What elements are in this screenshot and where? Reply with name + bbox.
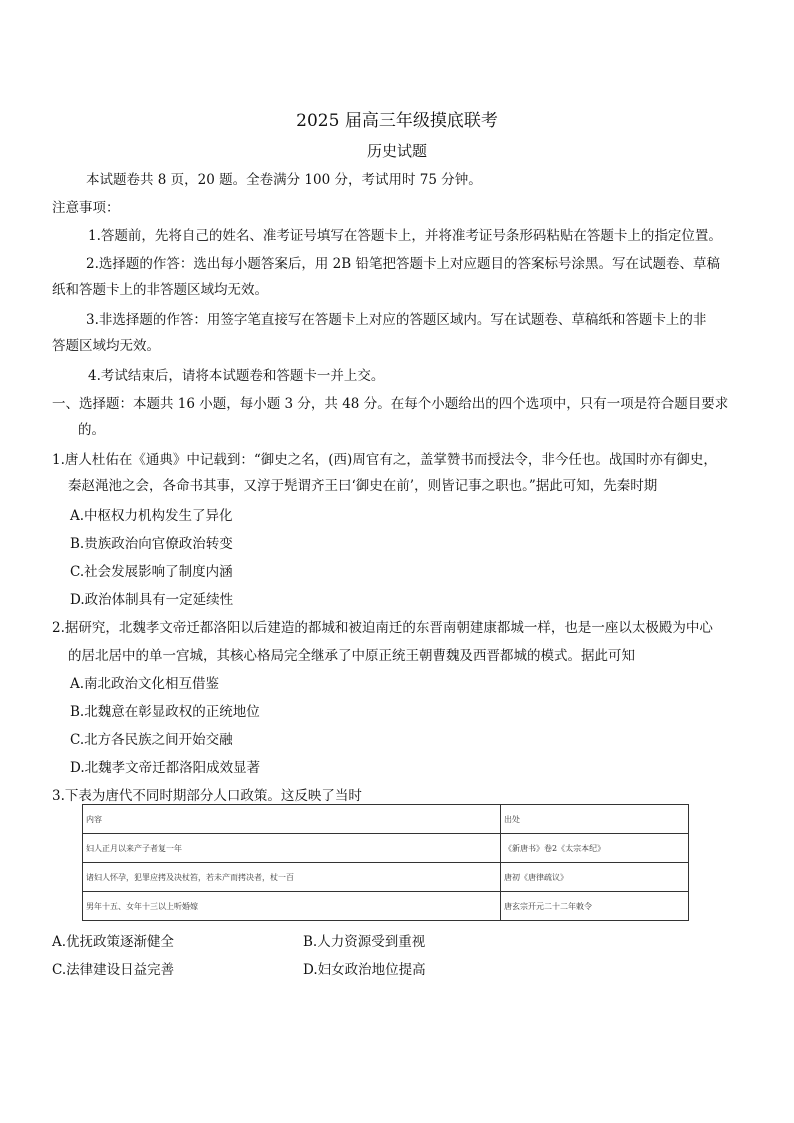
notice-item-3-cont: 答题区域均无效。 bbox=[52, 338, 160, 354]
notice-item-2: 2.选择题的作答：选出每小题答案后，用 2B 铅笔把答题卡上对应题目的答案标号涂黑。写在试题卷、草稿 bbox=[86, 256, 720, 272]
question-2-option-c: C.北方各民族之间开始交融 bbox=[70, 732, 233, 748]
section-heading-cont: 的。 bbox=[78, 422, 105, 438]
table-header-cell: 出处 bbox=[501, 805, 689, 834]
table-header-cell: 内容 bbox=[83, 805, 501, 834]
question-1-option-b: B.贵族政治向官僚政治转变 bbox=[70, 536, 233, 552]
table-header-row bbox=[83, 805, 689, 834]
section-heading: 一、选择题：本题共 16 小题，每小题 3 分，共 48 分。在每个小题给出的四个选项中，只有一项是符合题目要求 bbox=[52, 396, 729, 412]
table-row bbox=[83, 834, 689, 863]
table-row bbox=[83, 863, 689, 892]
intro-text: 本试题卷共 8 页，20 题。全卷满分 100 分，考试用时 75 分钟。 bbox=[86, 172, 482, 188]
question-1-option-c: C.社会发展影响了制度内涵 bbox=[70, 564, 233, 580]
notice-heading: 注意事项： bbox=[52, 200, 120, 216]
question-1-option-a: A.中枢权力机构发生了异化 bbox=[70, 508, 233, 524]
table-cell: 男年十五、女年十三以上听婚嫁 bbox=[83, 892, 501, 921]
notice-item-2-cont: 纸和答题卡上的非答题区域均无效。 bbox=[52, 282, 268, 298]
notice-item-4: 4.考试结束后，请将本试题卷和答题卡一并上交。 bbox=[88, 368, 385, 384]
question-1-stem: 1.唐人杜佑在《通典》中记载到：“御史之名，(西)周官有之，盖掌赞书而授法令，非今任也。战国时亦有御史， bbox=[52, 452, 717, 468]
question-2-stem: 2.据研究，北魏孝文帝迁都洛阳以后建造的都城和被迫南迁的东晋南朝建康都城一样，也是一座以太极殿为中心 bbox=[52, 620, 713, 636]
table-row bbox=[83, 892, 689, 921]
question-3-stem: 3.下表为唐代不同时期部分人口政策。这反映了当时 bbox=[52, 788, 362, 804]
notice-item-3: 3.非选择题的作答：用签字笔直接写在答题卡上对应的答题区域内。写在试题卷、草稿纸和答题卡上的非 bbox=[86, 312, 707, 328]
population-policy-table bbox=[82, 804, 689, 921]
question-2-stem-cont: 的居北居中的单一宫城，其核心格局完全继承了中原正统王朝曹魏及西晋都城的模式。据此可知 bbox=[68, 648, 635, 664]
question-3-option-d: D.妇女政治地位提高 bbox=[303, 962, 426, 978]
question-3-option-b: B.人力资源受到重视 bbox=[303, 934, 426, 950]
exam-subject: 历史试题 bbox=[366, 142, 427, 160]
question-1-stem-cont: 秦赵渑池之会，各命书其事，又淳于髡谓齐王曰‘御史在前’，则皆记事之职也。”据此可知，先秦时期 bbox=[68, 478, 658, 494]
exam-title: 2025 届高三年级摸底联考 bbox=[296, 111, 498, 131]
table-cell: 妇人正月以来产子者复一年 bbox=[83, 834, 501, 863]
question-2-option-d: D.北魏孝文帝迁都洛阳成效显著 bbox=[70, 760, 261, 776]
question-3-option-c: C.法律建设日益完善 bbox=[52, 962, 175, 978]
table-cell: 唐初《唐律疏议》 bbox=[501, 863, 689, 892]
question-1-option-d: D.政治体制具有一定延续性 bbox=[70, 592, 234, 608]
question-2-option-b: B.北魏意在彰显政权的正统地位 bbox=[70, 704, 260, 720]
table-cell: 《新唐书》卷2《太宗本纪》 bbox=[501, 834, 689, 863]
question-2-option-a: A.南北政治文化相互借鉴 bbox=[70, 676, 220, 692]
question-3-option-a: A.优抚政策逐渐健全 bbox=[52, 934, 175, 950]
table-cell: 诸妇人怀孕，犯罪应拷及决杖笞，若未产而拷决者，杖一百 bbox=[83, 863, 501, 892]
table-cell: 唐玄宗开元二十二年敕令 bbox=[501, 892, 689, 921]
notice-item-1: 1.答题前，先将自己的姓名、准考证号填写在答题卡上，并将准考证号条形码粘贴在答题卡上的指定位置。 bbox=[88, 228, 722, 244]
